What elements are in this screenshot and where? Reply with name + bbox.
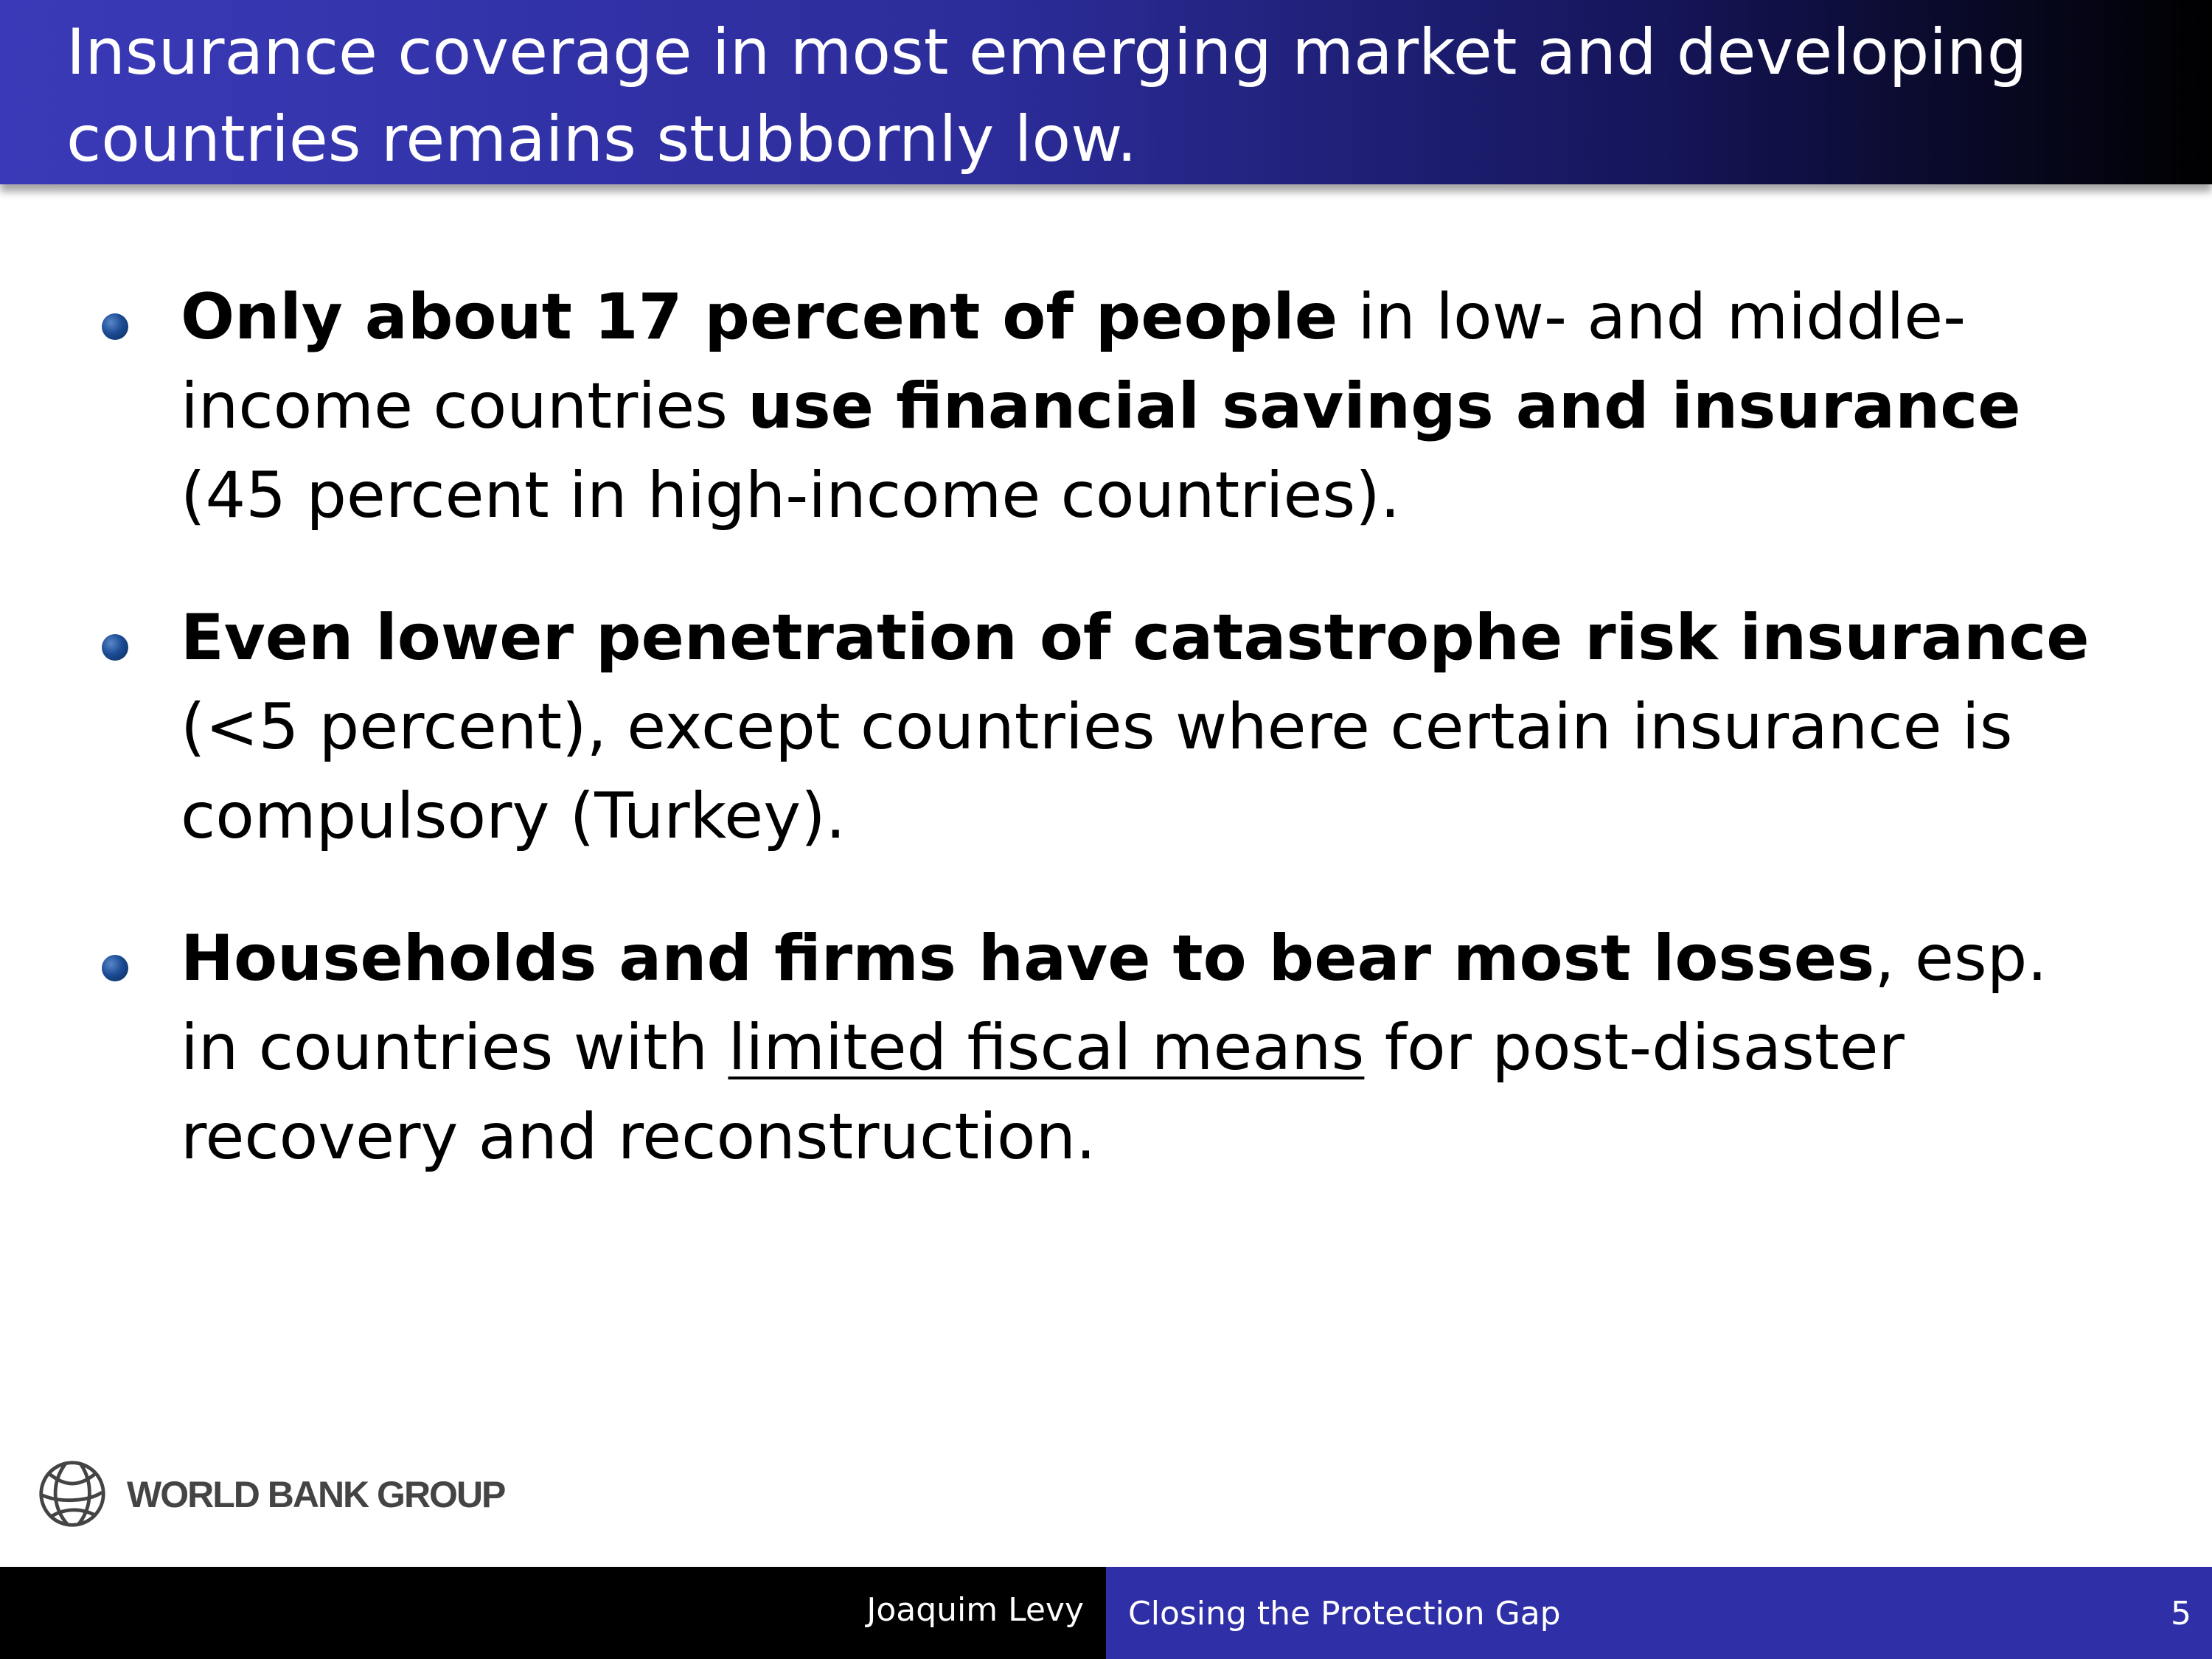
- footer-presentation-title: Closing the Protection Gap: [1128, 1595, 1561, 1632]
- bullet-2-text-1: (<5 percent), except countries where certain insurance is compulsory (Turkey).: [181, 690, 2013, 853]
- bullet-1-bold-2: use financial savings and insurance: [748, 369, 2021, 443]
- bullet-text-2: [181, 594, 2112, 861]
- bullet-text-3: [181, 914, 2112, 1182]
- slide-title: Insurance coverage in most emerging market and developing countries remains stubbornly low.: [66, 15, 2028, 176]
- world-bank-logo: [37, 1458, 553, 1535]
- bullet-3-text-1: , esp. in countries with: [181, 922, 2048, 1085]
- footer-author: Joaquim Levy: [866, 1591, 1084, 1629]
- title-bar: [0, 0, 2212, 184]
- bullet-dot-icon: [102, 634, 128, 661]
- bullet-2-bold-1: Even lower penetration of catastrophe risk insurance: [181, 601, 2090, 675]
- bullet-dot-icon: [102, 955, 128, 981]
- bullet-text-1: [181, 273, 2112, 540]
- bullet-1-text-1: in low- and middle-income countries: [181, 280, 1966, 443]
- bullet-1-text-2: (45 percent in high-income countries).: [181, 459, 1401, 532]
- logo-text: WORLD BANK GROUP: [127, 1474, 505, 1515]
- bullet-1-bold-1: Only about 17 percent of people: [181, 280, 1338, 354]
- bullet-dot-icon: [102, 313, 128, 340]
- footer-title-panel: [1106, 1567, 2212, 1659]
- page-number: 5: [2171, 1595, 2191, 1632]
- bullet-3-underlined: limited fiscal means: [728, 1011, 1365, 1085]
- globe-icon: [37, 1458, 108, 1529]
- footer-bar: [0, 1567, 2212, 1659]
- bullet-3-text-2: for post-disaster recovery and reconstruction.: [181, 1011, 1905, 1174]
- bullet-3-bold-1: Households and firms have to bear most losses: [181, 922, 1875, 995]
